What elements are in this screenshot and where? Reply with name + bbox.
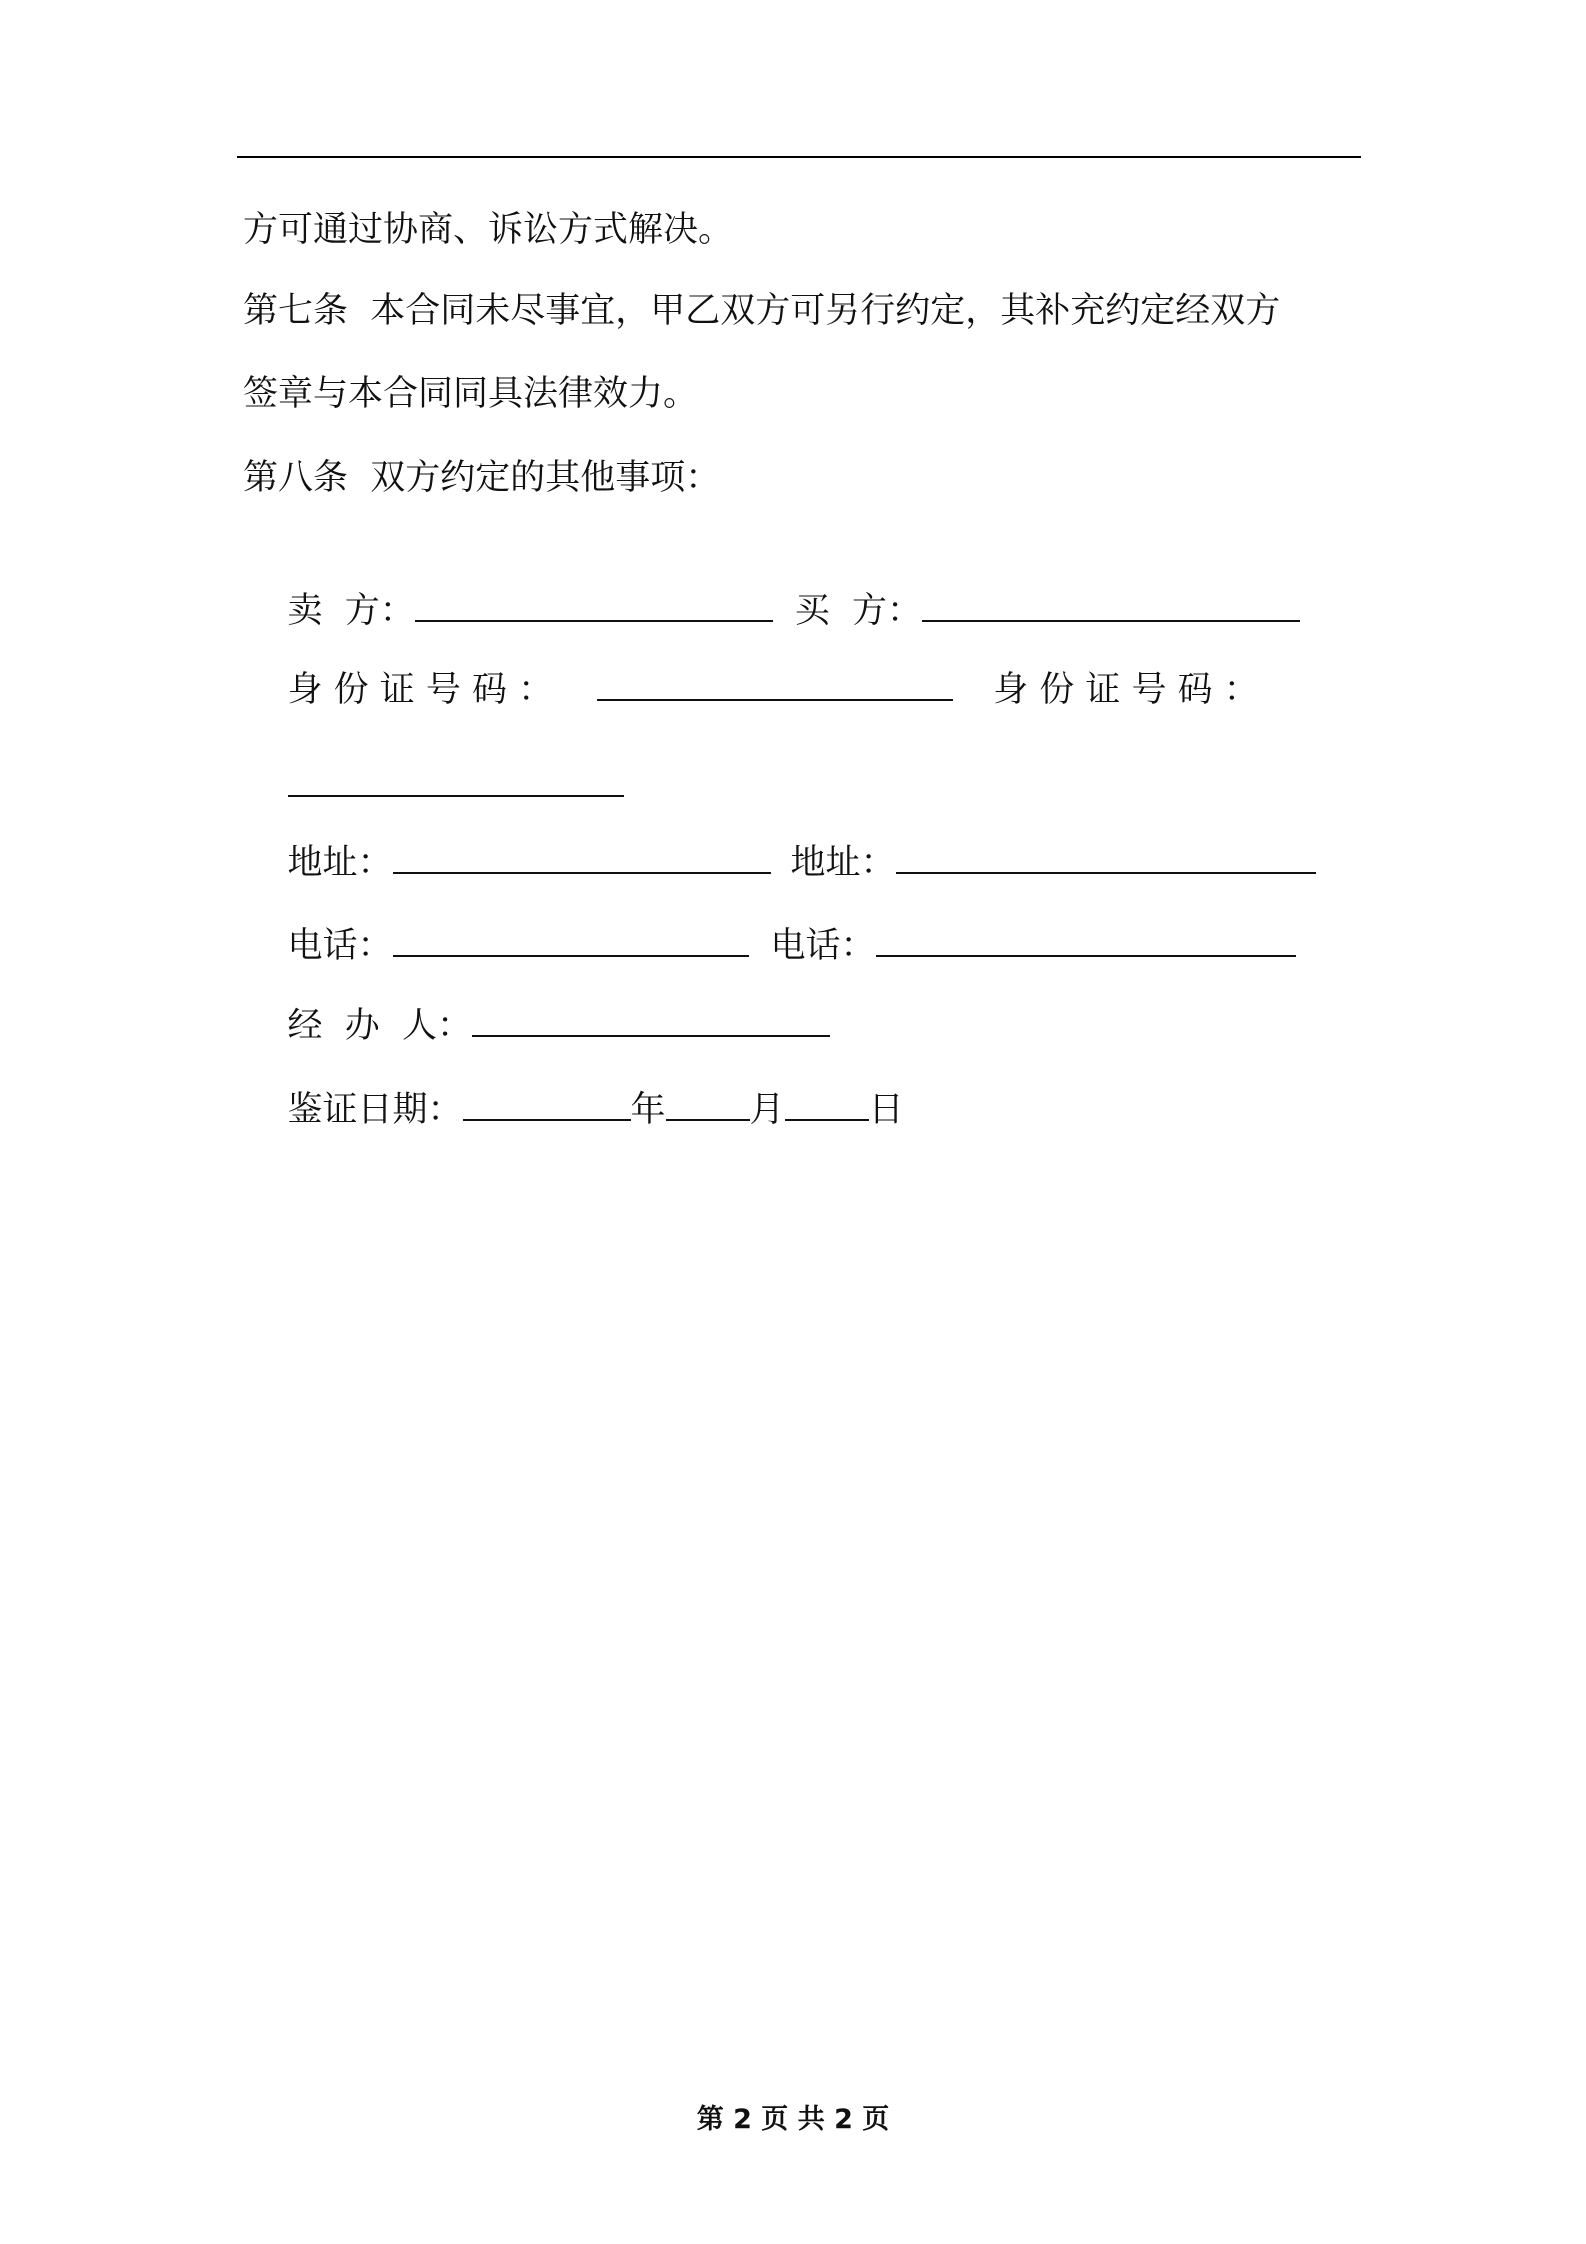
month-blank[interactable]: [666, 1089, 750, 1121]
day-label: 日: [868, 1090, 904, 1130]
agent-label: 经 办 人：: [287, 1006, 473, 1046]
continuation-text: 方可通过协商、诉讼方式解决。: [243, 210, 734, 250]
buyer-blank[interactable]: [922, 590, 1300, 622]
address-label-left: 地址：: [287, 843, 393, 883]
year-label: 年: [630, 1090, 666, 1130]
page-footer: 第 2 页 共 2 页: [696, 2104, 890, 2135]
phone-label-right: 电话：: [770, 926, 876, 966]
month-label: 月: [749, 1090, 785, 1130]
seller-label: 卖 方：: [287, 591, 415, 631]
seller-blank[interactable]: [415, 590, 773, 622]
date-label: 鉴证日期：: [287, 1090, 463, 1130]
id-blank-left[interactable]: [597, 669, 953, 701]
day-blank[interactable]: [785, 1089, 869, 1121]
date-row: [243, 1044, 904, 1176]
id-label-left: 身 份 证 号 码 ：: [287, 670, 554, 710]
phone-label-left: 电话：: [287, 926, 393, 966]
address-blank-right[interactable]: [896, 842, 1316, 874]
address-blank-left[interactable]: [393, 842, 771, 874]
buyer-label: 买 方：: [794, 591, 923, 631]
year-blank[interactable]: [463, 1089, 631, 1121]
article-8-heading: 第八条 双方约定的其他事项：: [243, 458, 721, 498]
id-blank-right[interactable]: [288, 765, 624, 797]
phone-blank-left[interactable]: [393, 925, 749, 957]
address-label-right: 地址：: [790, 843, 896, 883]
id-label-right: 身 份 证 号 码 ：: [993, 670, 1259, 710]
agent-blank[interactable]: [472, 1005, 830, 1037]
phone-blank-right[interactable]: [876, 925, 1296, 957]
header-rule: [237, 156, 1361, 158]
article-7-line-2: 签章与本合同同具法律效力。: [243, 374, 699, 414]
article-7-line-1: 第七条 本合同未尽事宜，甲乙双方可另行约定，其补充约定经双方: [243, 291, 1281, 331]
